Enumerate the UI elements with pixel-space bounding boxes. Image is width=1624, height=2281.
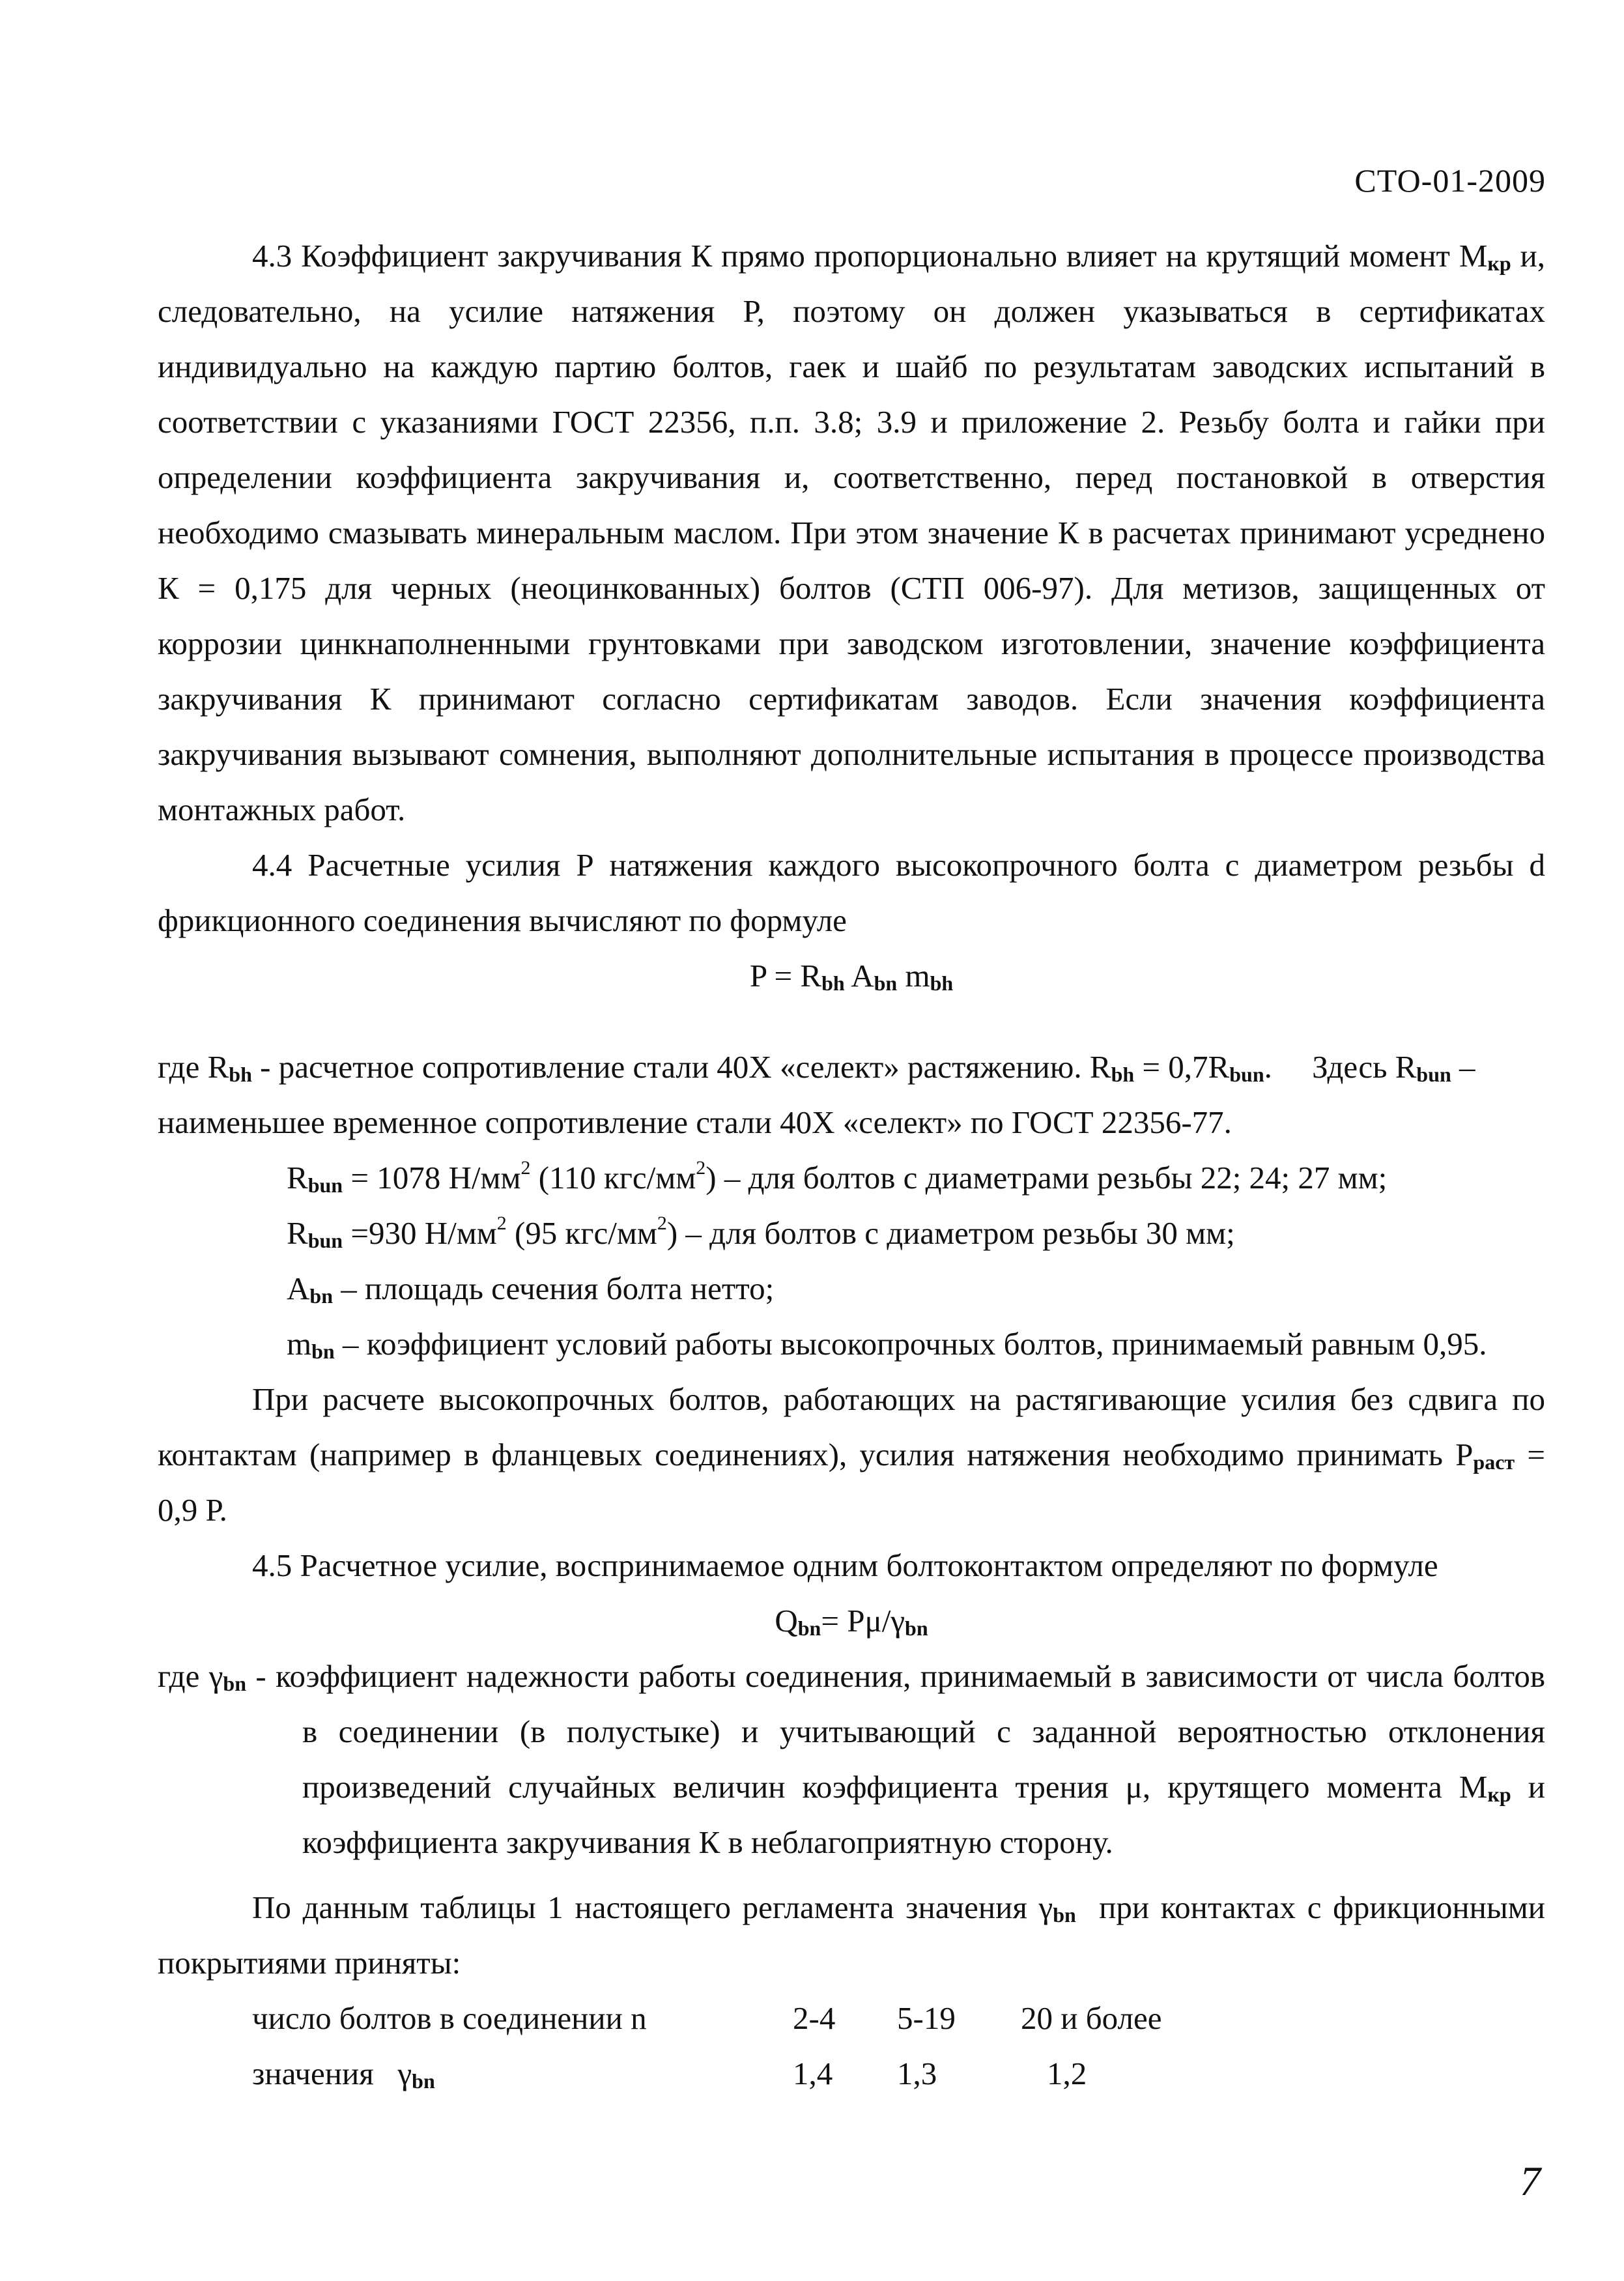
formula-qbn: $Q_{bn}= P\mu/\gamma_{bn}$ <box>775 1603 928 1640</box>
where-rbun-line: наименьшее временное сопротивление стали 40Х «селект» по ГОСТ 22356-77. <box>158 1104 1232 1140</box>
def-mbn: $m_{bn}$ – коэффициент условий работы высокопрочных болтов, принимаемый равным 0,95. <box>287 1326 1487 1363</box>
formula-p: $P = R_{bh}$ $A_{bn}$ $m_{bh}$ <box>749 958 954 995</box>
bolts-table <box>158 1990 1545 2101</box>
document-body <box>158 228 1554 2101</box>
paragraph-4-3: 4.3 Коэффициент закручивания К прямо пропорционально влияет на крутящий момент $M_{кр}$ и, следовательно, на усилие натяжения Р, поэтому он должен указываться в сертификатах индивидуально на каждую партию болтов, гаек и шайб по результатам заводских испытаний в соответствии с указаниями ГОСТ 22356, п.п. 3.8; 3.9 и приложение 2. Резьбу болта и гайки при определении коэффициента закручивания и, соответственно, перед постановкой в отверстия необходимо смазывать минеральным маслом. При этом значение К в расчетах принимают усреднено К = 0,175 для черных (неоцинкованных) болтов (СТП 006-97). Для метизов, защищенных от коррозии цинкнаполненными грунтовками при заводском изготовлении, значение коэффициента закручивания К принимают согласно сертификатам заводов. Если значения коэффициента закручивания вызывают сомнения, выполняют дополнительные испытания в процессе производства монтажных работ. <box>158 238 1545 827</box>
page-number: 7 <box>1520 2158 1541 2204</box>
table-row <box>252 1990 1545 2046</box>
def-rbun-2: $R_{bun} =930$ $Н/мм^2$ (95 кгс/$мм^2$) – для болтов с диаметром резьбы 30 мм; <box>287 1212 1235 1252</box>
table-row <box>252 2046 1545 2101</box>
paragraph-4-4: 4.4 Расчетные усилия Р натяжения каждого высокопрочного болта с диаметром резьбы d фрикционного соединения вычисляют по формуле <box>158 847 1545 938</box>
paragraph-4-5: 4.5 Расчетное усилие, воспринимаемое одним болтоконтактом определяют по формуле <box>252 1547 1438 1583</box>
document-code: СТО-01-2009 <box>1354 162 1546 199</box>
table-row-label: число болтов в соединении n <box>252 2000 647 2036</box>
where-gamma-block: где $\gamma_{bn}$ - коэффициент надежности работы соединения, принимаемый в зависимости от числа болтов в соединении (в полустыке) и учитывающий с заданной вероятностью отклонения произведений случайных величин коэффициента трения μ, крутящего момента $M_{кр}$ и коэффициента закручивания К в неблагоприятную сторону. <box>158 1658 1545 1860</box>
paragraph-tension-note: При расчете высокопрочных болтов, работающих на растягивающие усилия без сдвига по контактам (например в фланцевых соединениях), усилия натяжения необходимо принимать $P_{раст} = 0,9$ Р. <box>158 1381 1545 1528</box>
table-cell: 1,3 <box>897 2056 937 2091</box>
table-cell: 5-19 <box>897 2000 956 2036</box>
table-cell: 20 и более <box>1021 2000 1162 2036</box>
table-cell: 2-4 <box>793 2000 836 2036</box>
where-rbh-line: где $R_{bh}$ - расчетное сопротивление стали 40Х «селект» растяжению. $R_{bh} = 0,7R_{bun}$. Здесь $R_{bun}$ – <box>158 1049 1475 1086</box>
table-cell: 1,4 <box>793 2056 833 2091</box>
table-cell: 1,2 <box>1047 2056 1087 2091</box>
def-abn: $A_{bn}$ – площадь сечения болта нетто; <box>287 1270 775 1308</box>
table-row-label: значения $\gamma_{bn}$ <box>252 2056 435 2093</box>
def-rbun-1: $R_{bun} = 1078$ $Н/мм^2$ (110 кгс/$мм^2$) – для болтов с диаметрами резьбы 22; 24; 27 мм; <box>287 1157 1388 1197</box>
paragraph-table-intro: По данным таблицы 1 настоящего регламента значения $\gamma_{bn}$ при контактах с фрикционными покрытиями приняты: <box>158 1889 1554 1981</box>
where-rbh-block <box>158 1039 1545 1150</box>
definitions-list <box>287 1150 1545 1371</box>
